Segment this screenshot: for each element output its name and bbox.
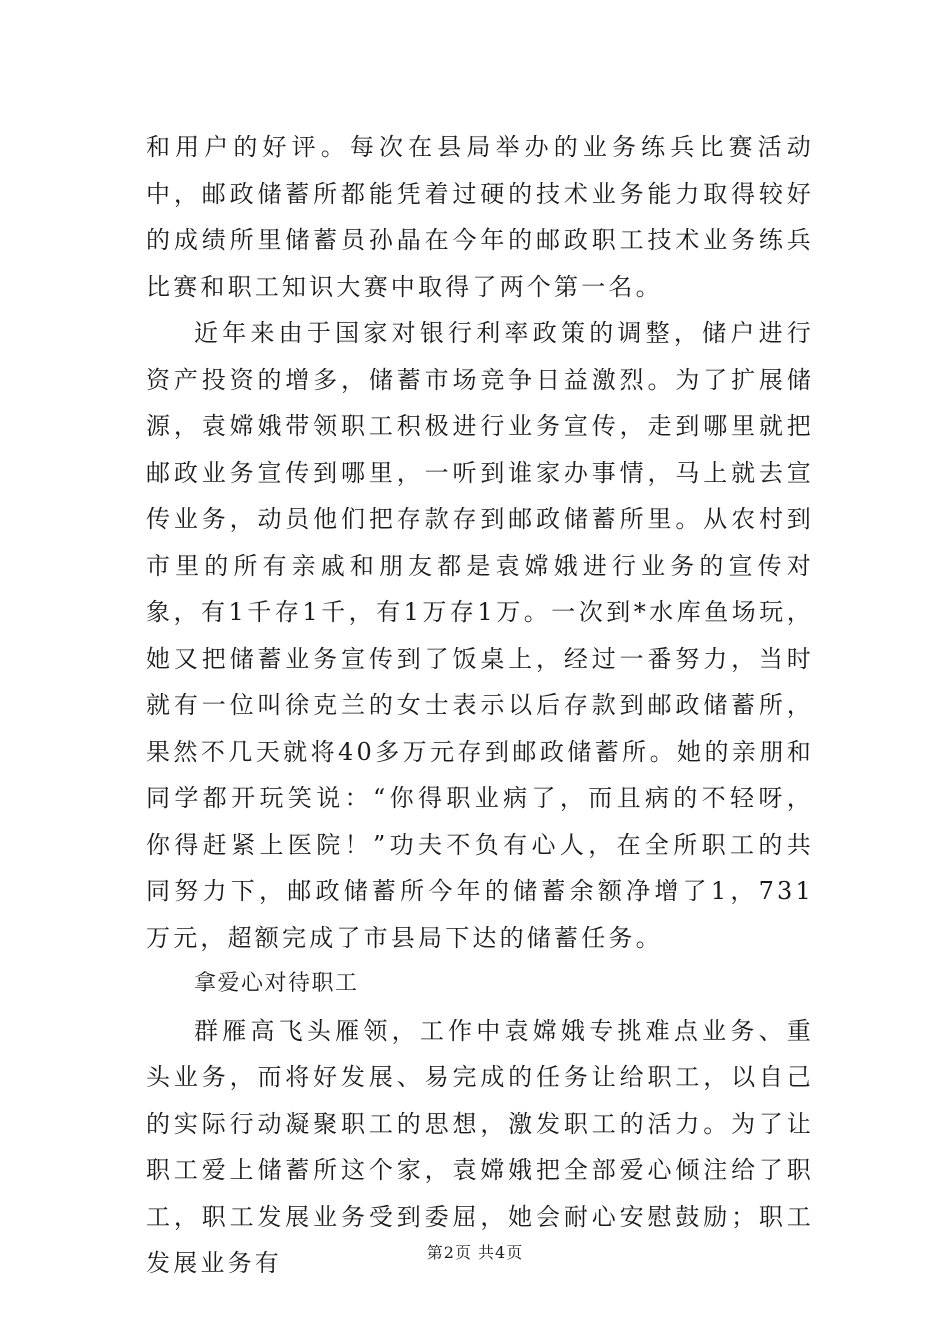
- document-body: [146, 124, 814, 1287]
- section-heading: 拿爱心对待职工: [194, 971, 359, 996]
- paragraph-3: 群雁高飞头雁领，工作中袁嫦娥专挑难点业务、重头业务，而将好发展、易完成的任务让给职工，以自己的实际行动凝聚职工的思想，激发职工的活力。为了让职工爱上储蓄所这个家，袁嫦娥把全部爱心倾注给了职工，职工发展业务受到委屈，她会耐心安慰鼓励；职工发展业务有: [146, 1016, 814, 1277]
- paragraph-1: 和用户的好评。每次在县局举办的业务练兵比赛活动中，邮政储蓄所都能凭着过硬的技术业务能力取得较好的成绩所里储蓄员孙晶在今年的邮政职工技术业务练兵比赛和职工知识大赛中取得了两个第一名。: [146, 133, 814, 301]
- page-number: 第2页 共4页: [426, 1243, 524, 1262]
- paragraph-2: 近年来由于国家对银行利率政策的调整，储户进行资产投资的增多，储蓄市场竞争日益激烈。为了扩展储源，袁嫦娥带领职工积极进行业务宣传，走到哪里就把邮政业务宣传到哪里，一听到谁家办事情，马上就去宣传业务，动员他们把存款存到邮政储蓄所里。从农村到市里的所有亲戚和朋友都是袁嫦娥进行业务的宣传对象，有1千存1千，有1万存1万。一次到*水库鱼场玩，她又把储蓄业务宣传到了饭桌上，经过一番努力，当时就有一位叫徐克兰的女士表示以后存款到邮政储蓄所，果然不几天就将40多万元存到邮政储蓄所。她的亲朋和同学都开玩笑说：“你得职业病了，而且病的不轻呀，你得赶紧上医院！”功夫不负有心人，在全所职工的共同努力下，邮政储蓄所今年的储蓄余额净增了1，731万元，超额完成了市县局下达的储蓄任务。: [146, 319, 814, 952]
